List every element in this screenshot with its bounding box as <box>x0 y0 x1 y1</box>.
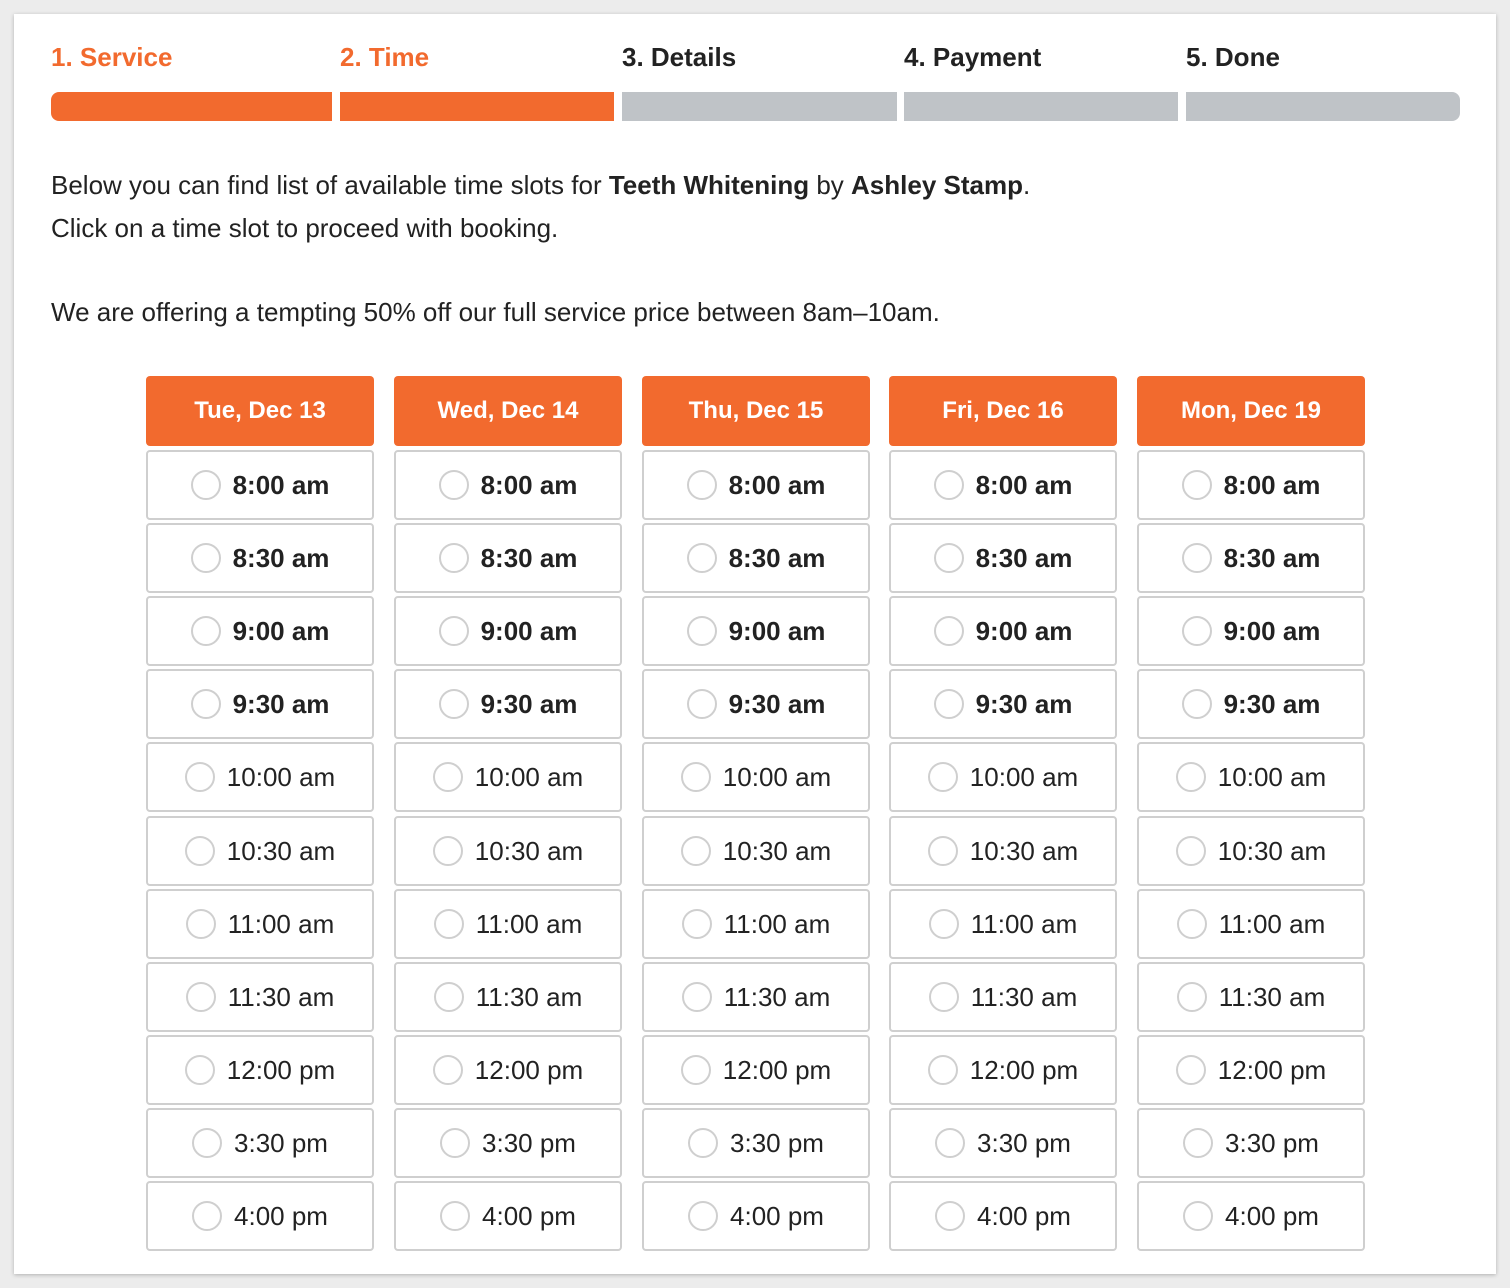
slot-time-label: 9:00 am <box>728 615 826 646</box>
time-slot-button[interactable] <box>394 1181 622 1251</box>
time-slot-button[interactable] <box>146 742 374 812</box>
intro-text <box>51 164 1030 250</box>
time-slot-button[interactable] <box>146 889 374 959</box>
slot-time-label: 10:00 am <box>969 761 1079 792</box>
radio-circle-icon[interactable] <box>688 1128 718 1158</box>
slot-time-label: 4:00 pm <box>234 1200 328 1231</box>
radio-circle-icon[interactable] <box>192 1128 222 1158</box>
slot-time-label: 11:00 am <box>475 908 583 939</box>
time-slot-button[interactable] <box>642 889 870 959</box>
slot-time-label: 10:30 am <box>1217 835 1327 866</box>
time-slot-button[interactable] <box>642 962 870 1032</box>
time-slot-button[interactable] <box>889 523 1117 593</box>
radio-circle-icon[interactable] <box>688 1201 718 1231</box>
slot-time-label: 11:30 am <box>475 981 583 1012</box>
step-label: 2. Time <box>340 42 430 72</box>
radio-circle-icon[interactable] <box>681 762 711 792</box>
time-slot-button[interactable] <box>394 596 622 666</box>
day-header: Thu, Dec 15 <box>642 376 870 446</box>
radio-circle-icon[interactable] <box>1177 909 1207 939</box>
radio-circle-icon[interactable] <box>1182 470 1212 500</box>
step-label: 3. Details <box>622 42 737 72</box>
radio-circle-icon[interactable] <box>682 909 712 939</box>
radio-circle-icon[interactable] <box>1176 762 1206 792</box>
slot-time-label: 11:00 am <box>227 908 335 939</box>
radio-circle-icon[interactable] <box>929 982 959 1012</box>
time-slot-button[interactable] <box>1137 450 1365 520</box>
slot-time-label: 12:00 pm <box>722 1054 832 1085</box>
step-progress-bar <box>622 92 897 121</box>
radio-circle-icon[interactable] <box>1183 1128 1213 1158</box>
slot-time-label: 9:30 am <box>975 688 1073 719</box>
slot-time-label: 11:30 am <box>970 981 1078 1012</box>
time-slot-button[interactable] <box>642 669 870 739</box>
time-slot-button[interactable] <box>1137 962 1365 1032</box>
time-slot-button[interactable] <box>146 596 374 666</box>
step-service <box>51 42 332 122</box>
radio-circle-icon[interactable] <box>185 1055 215 1085</box>
radio-circle-icon[interactable] <box>681 836 711 866</box>
step-progress-bar <box>51 92 332 121</box>
time-slot-button[interactable] <box>394 816 622 886</box>
radio-circle-icon[interactable] <box>439 689 469 719</box>
time-slot-button[interactable] <box>889 669 1117 739</box>
slot-time-label: 12:00 pm <box>226 1054 336 1085</box>
radio-circle-icon[interactable] <box>928 1055 958 1085</box>
radio-circle-icon[interactable] <box>433 836 463 866</box>
time-slot-button[interactable] <box>1137 742 1365 812</box>
slot-time-label: 10:00 am <box>1217 761 1327 792</box>
slot-time-label: 4:00 pm <box>730 1200 824 1231</box>
radio-circle-icon[interactable] <box>1182 689 1212 719</box>
radio-circle-icon[interactable] <box>929 909 959 939</box>
slot-time-label: 11:00 am <box>970 908 1078 939</box>
slot-time-label: 10:30 am <box>969 835 1079 866</box>
slot-time-label: 9:00 am <box>232 615 330 646</box>
intro-suffix: . <box>1022 170 1031 200</box>
offer-text: We are offering a tempting 50% off our full service price between 8am–10am. <box>51 297 940 327</box>
slot-time-label: 3:30 pm <box>234 1127 328 1158</box>
time-slot-button[interactable] <box>642 1181 870 1251</box>
step-done <box>1186 42 1460 122</box>
step-label: 1. Service <box>51 42 173 72</box>
time-slot-button[interactable] <box>1137 523 1365 593</box>
time-slot-button[interactable] <box>889 450 1117 520</box>
radio-circle-icon[interactable] <box>185 836 215 866</box>
radio-circle-icon[interactable] <box>191 470 221 500</box>
day-column <box>642 376 870 1231</box>
day-column <box>394 376 622 1231</box>
time-slot-button[interactable] <box>642 596 870 666</box>
radio-circle-icon[interactable] <box>687 616 717 646</box>
slot-time-label: 3:30 pm <box>730 1127 824 1158</box>
radio-circle-icon[interactable] <box>1176 1055 1206 1085</box>
radio-circle-icon[interactable] <box>434 909 464 939</box>
time-slot-button[interactable] <box>146 1108 374 1178</box>
service-name: Teeth Whitening <box>608 170 810 200</box>
day-header: Fri, Dec 16 <box>889 376 1117 446</box>
slot-time-label: 12:00 pm <box>1217 1054 1327 1085</box>
time-slot-button[interactable] <box>146 962 374 1032</box>
slot-time-label: 11:30 am <box>723 981 831 1012</box>
time-slot-button[interactable] <box>889 742 1117 812</box>
radio-circle-icon[interactable] <box>681 1055 711 1085</box>
time-slot-button[interactable] <box>642 450 870 520</box>
step-progress-bar <box>904 92 1178 121</box>
radio-circle-icon[interactable] <box>191 616 221 646</box>
radio-circle-icon[interactable] <box>440 1201 470 1231</box>
radio-circle-icon[interactable] <box>1182 616 1212 646</box>
time-slot-grid <box>146 376 1365 1256</box>
radio-circle-icon[interactable] <box>687 689 717 719</box>
radio-circle-icon[interactable] <box>439 543 469 573</box>
day-header: Wed, Dec 14 <box>394 376 622 446</box>
radio-circle-icon[interactable] <box>682 982 712 1012</box>
radio-circle-icon[interactable] <box>934 689 964 719</box>
time-slot-button[interactable] <box>146 669 374 739</box>
radio-circle-icon[interactable] <box>934 616 964 646</box>
step-progress-bar <box>340 92 614 121</box>
slot-time-label: 8:00 am <box>975 469 1073 500</box>
slot-time-label: 9:00 am <box>975 615 1073 646</box>
slot-time-label: 10:00 am <box>474 761 584 792</box>
time-slot-button[interactable] <box>642 742 870 812</box>
time-slot-button[interactable] <box>1137 816 1365 886</box>
time-slot-button[interactable] <box>394 669 622 739</box>
slot-time-label: 3:30 pm <box>977 1127 1071 1158</box>
slot-time-label: 8:30 am <box>975 542 1073 573</box>
slot-time-label: 4:00 pm <box>482 1200 576 1231</box>
step-label: 4. Payment <box>904 42 1042 72</box>
slot-time-label: 9:30 am <box>232 688 330 719</box>
time-slot-button[interactable] <box>394 962 622 1032</box>
slot-time-label: 4:00 pm <box>1225 1200 1319 1231</box>
radio-circle-icon[interactable] <box>434 982 464 1012</box>
day-header: Mon, Dec 19 <box>1137 376 1365 446</box>
time-slot-button[interactable] <box>394 523 622 593</box>
slot-time-label: 10:30 am <box>474 835 584 866</box>
radio-circle-icon[interactable] <box>934 470 964 500</box>
slot-time-label: 10:00 am <box>226 761 336 792</box>
radio-circle-icon[interactable] <box>192 1201 222 1231</box>
step-time <box>340 42 614 122</box>
slot-time-label: 8:30 am <box>232 542 330 573</box>
radio-circle-icon[interactable] <box>433 762 463 792</box>
slot-time-label: 9:30 am <box>728 688 826 719</box>
radio-circle-icon[interactable] <box>433 1055 463 1085</box>
time-slot-button[interactable] <box>394 1035 622 1105</box>
radio-circle-icon[interactable] <box>440 1128 470 1158</box>
time-slot-button[interactable] <box>889 1035 1117 1105</box>
radio-circle-icon[interactable] <box>186 909 216 939</box>
day-header: Tue, Dec 13 <box>146 376 374 446</box>
time-slot-button[interactable] <box>889 596 1117 666</box>
step-progress-bar <box>1186 92 1460 121</box>
time-slot-button[interactable] <box>146 1181 374 1251</box>
booking-card <box>14 14 1496 1274</box>
time-slot-button[interactable] <box>1137 1108 1365 1178</box>
radio-circle-icon[interactable] <box>935 1201 965 1231</box>
time-slot-button[interactable] <box>394 1108 622 1178</box>
slot-time-label: 9:00 am <box>1223 615 1321 646</box>
radio-circle-icon[interactable] <box>439 470 469 500</box>
slot-time-label: 8:00 am <box>232 469 330 500</box>
slot-time-label: 11:30 am <box>227 981 335 1012</box>
slot-time-label: 9:30 am <box>480 688 578 719</box>
day-column <box>889 376 1117 1231</box>
slot-time-label: 9:00 am <box>480 615 578 646</box>
staff-name: Ashley Stamp <box>851 170 1023 200</box>
intro-by: by <box>809 170 852 200</box>
radio-circle-icon[interactable] <box>1182 543 1212 573</box>
slot-time-label: 10:30 am <box>722 835 832 866</box>
step-details <box>622 42 897 122</box>
slot-time-label: 8:30 am <box>480 542 578 573</box>
radio-circle-icon[interactable] <box>191 543 221 573</box>
slot-time-label: 11:00 am <box>723 908 831 939</box>
time-slot-button[interactable] <box>146 450 374 520</box>
intro-line-2: Click on a time slot to proceed with booking. <box>51 213 559 243</box>
time-slot-button[interactable] <box>394 450 622 520</box>
radio-circle-icon[interactable] <box>687 470 717 500</box>
time-slot-button[interactable] <box>889 962 1117 1032</box>
slot-time-label: 8:00 am <box>480 469 578 500</box>
radio-circle-icon[interactable] <box>186 982 216 1012</box>
time-slot-button[interactable] <box>642 816 870 886</box>
time-slot-button[interactable] <box>146 1035 374 1105</box>
slot-time-label: 8:00 am <box>1223 469 1321 500</box>
slot-time-label: 3:30 pm <box>1225 1127 1319 1158</box>
radio-circle-icon[interactable] <box>1176 836 1206 866</box>
day-column <box>1137 376 1365 1231</box>
radio-circle-icon[interactable] <box>687 543 717 573</box>
time-slot-button[interactable] <box>146 816 374 886</box>
slot-time-label: 8:00 am <box>728 469 826 500</box>
time-slot-button[interactable] <box>1137 889 1365 959</box>
radio-circle-icon[interactable] <box>1177 982 1207 1012</box>
day-column <box>146 376 374 1231</box>
radio-circle-icon[interactable] <box>191 689 221 719</box>
slot-time-label: 9:30 am <box>1223 688 1321 719</box>
step-payment <box>904 42 1178 122</box>
radio-circle-icon[interactable] <box>928 836 958 866</box>
radio-circle-icon[interactable] <box>935 1128 965 1158</box>
time-slot-button[interactable] <box>146 523 374 593</box>
time-slot-button[interactable] <box>1137 1181 1365 1251</box>
slot-time-label: 10:00 am <box>722 761 832 792</box>
progress-steps <box>51 42 1460 122</box>
slot-time-label: 11:30 am <box>1218 981 1326 1012</box>
time-slot-button[interactable] <box>889 1181 1117 1251</box>
radio-circle-icon[interactable] <box>1183 1201 1213 1231</box>
slot-time-label: 12:00 pm <box>969 1054 1079 1085</box>
time-slot-button[interactable] <box>642 523 870 593</box>
time-slot-button[interactable] <box>1137 1035 1365 1105</box>
radio-circle-icon[interactable] <box>928 762 958 792</box>
slot-time-label: 10:30 am <box>226 835 336 866</box>
radio-circle-icon[interactable] <box>439 616 469 646</box>
slot-time-label: 12:00 pm <box>474 1054 584 1085</box>
time-slot-button[interactable] <box>642 1108 870 1178</box>
time-slot-button[interactable] <box>642 1035 870 1105</box>
time-slot-button[interactable] <box>889 1108 1117 1178</box>
time-slot-button[interactable] <box>394 742 622 812</box>
slot-time-label: 8:30 am <box>1223 542 1321 573</box>
slot-time-label: 8:30 am <box>728 542 826 573</box>
time-slot-button[interactable] <box>1137 669 1365 739</box>
slot-time-label: 3:30 pm <box>482 1127 576 1158</box>
slot-time-label: 11:00 am <box>1218 908 1326 939</box>
intro-prefix: Below you can find list of available time slots for <box>51 170 609 200</box>
radio-circle-icon[interactable] <box>185 762 215 792</box>
intro-line-1 <box>51 164 1030 207</box>
time-slot-button[interactable] <box>889 816 1117 886</box>
time-slot-button[interactable] <box>394 889 622 959</box>
time-slot-button[interactable] <box>1137 596 1365 666</box>
radio-circle-icon[interactable] <box>934 543 964 573</box>
step-label: 5. Done <box>1186 42 1280 72</box>
slot-time-label: 4:00 pm <box>977 1200 1071 1231</box>
time-slot-button[interactable] <box>889 889 1117 959</box>
